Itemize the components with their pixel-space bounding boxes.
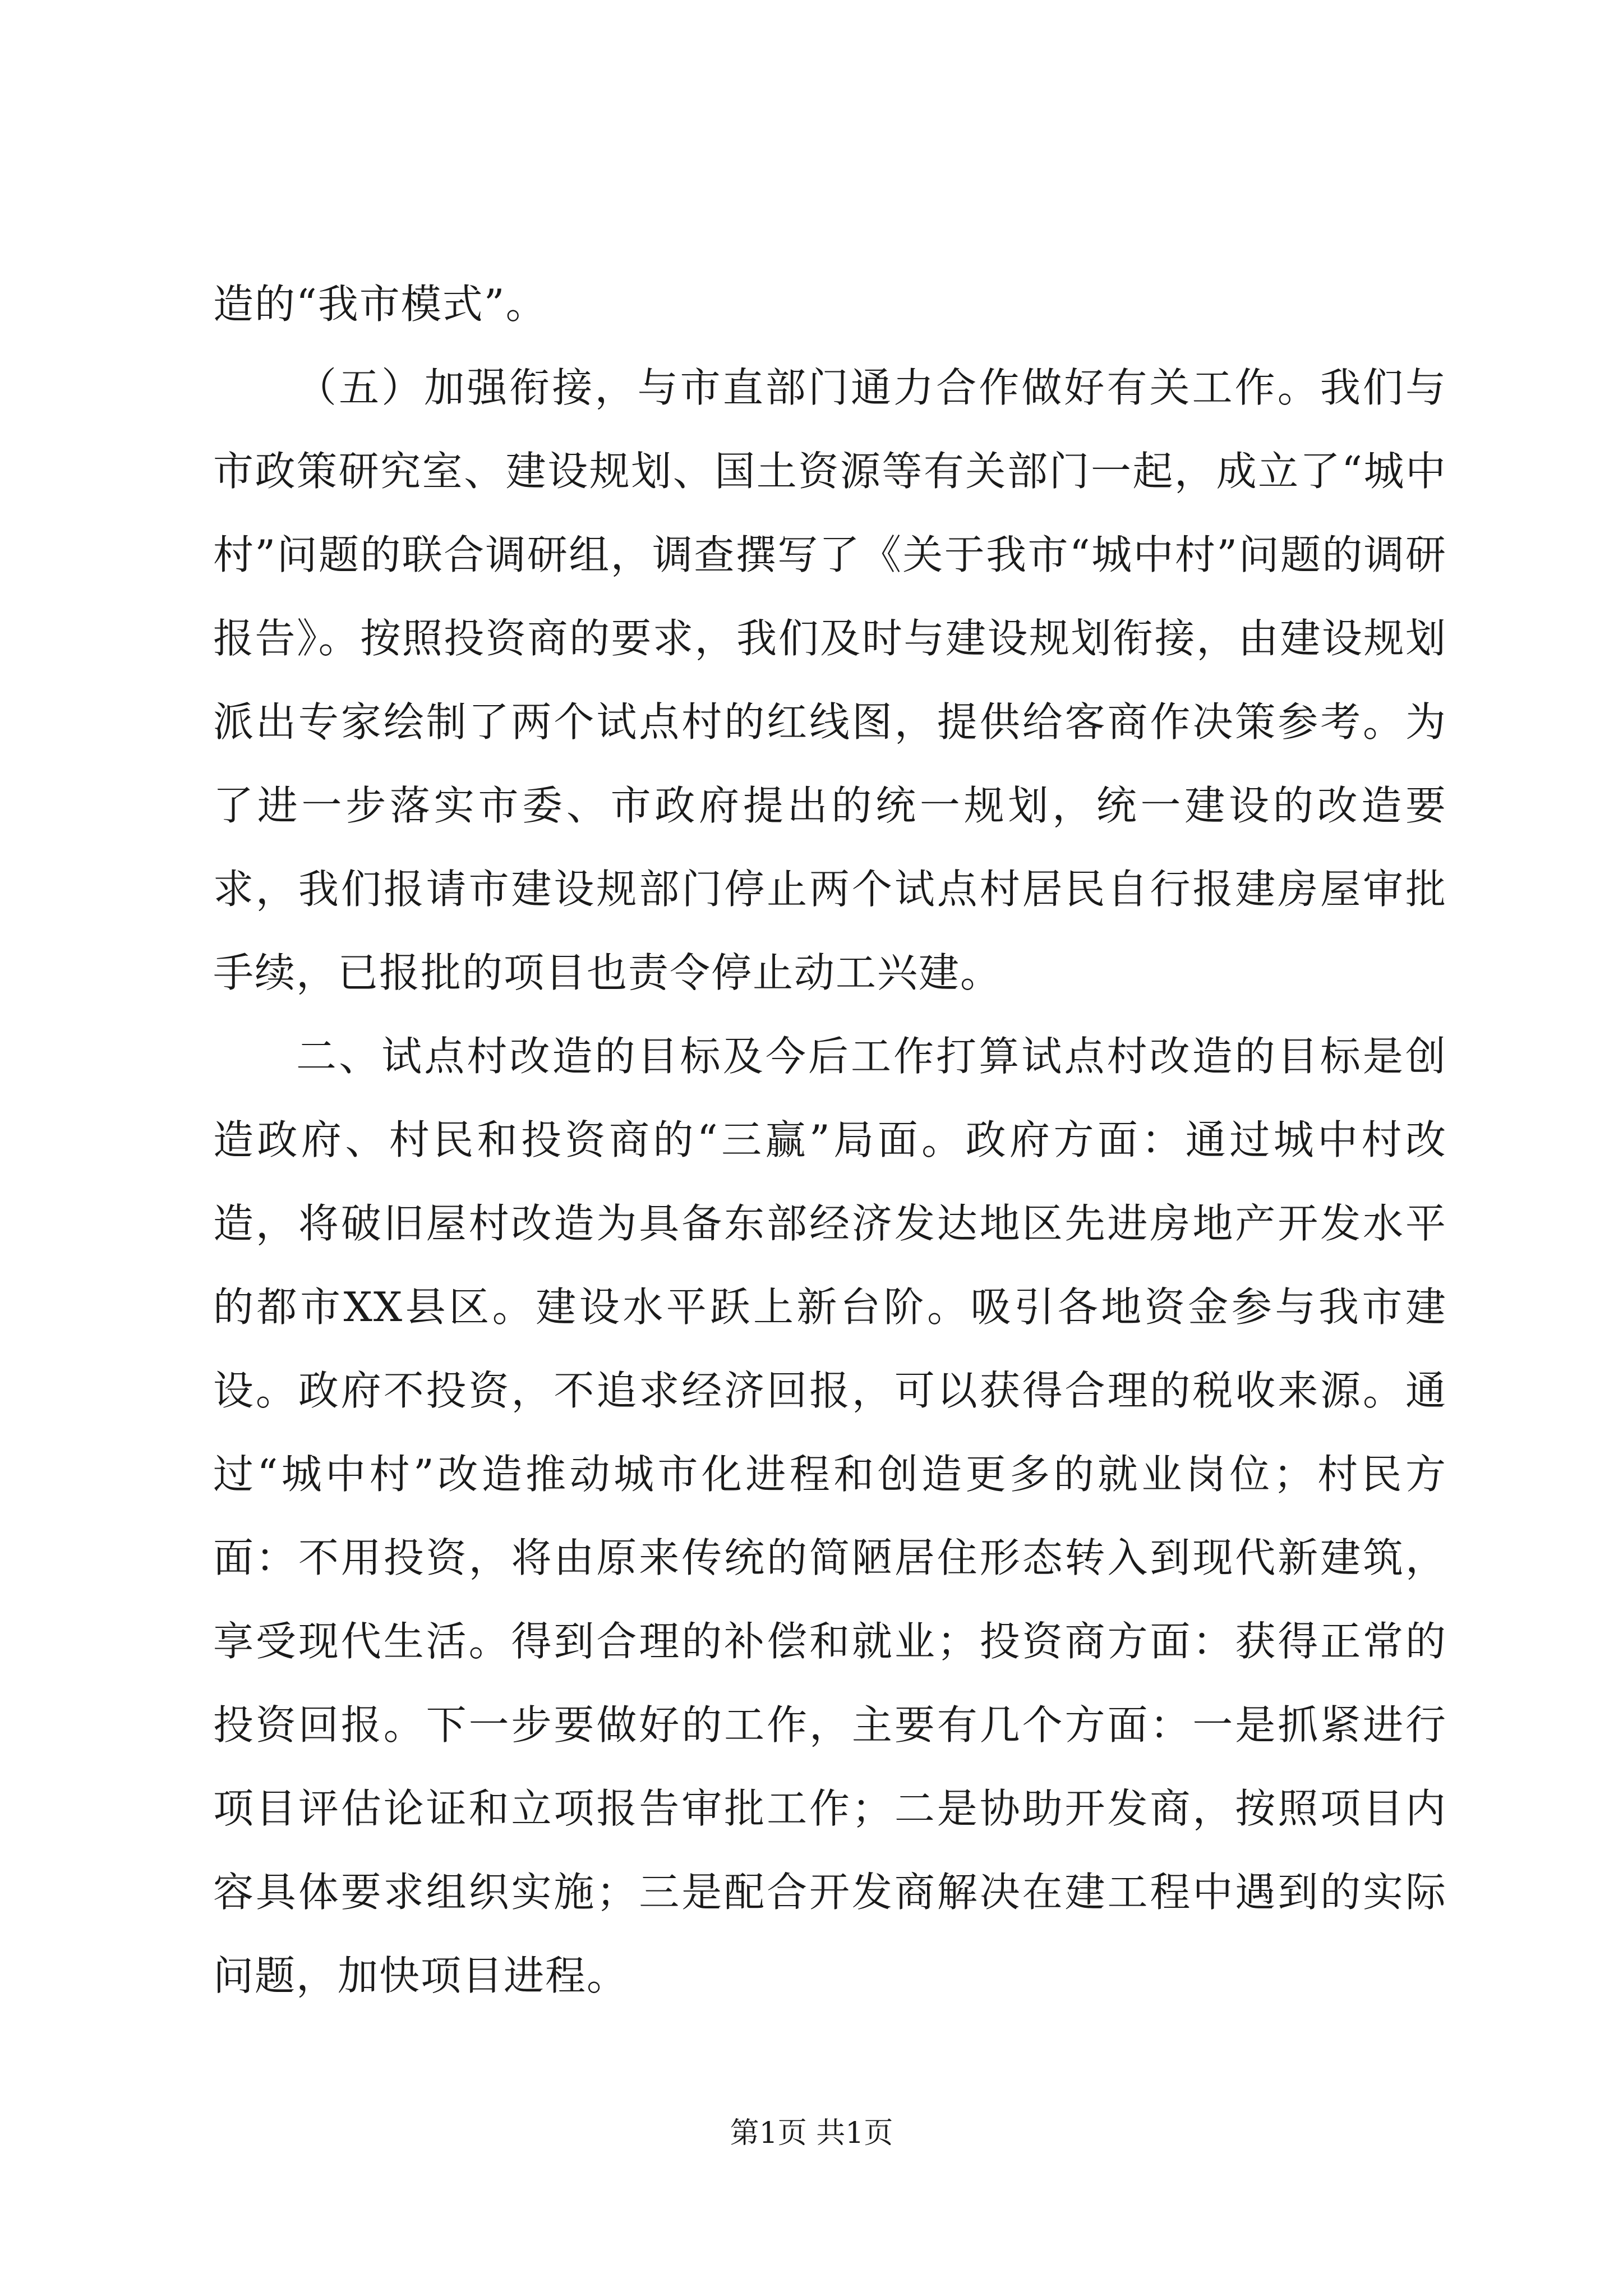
paragraph-section-five: （五）加强衔接，与市直部门通力合作做好有关工作。我们与市政策研究室、建设规划、国土资源等有关部门一起，成立了“城中村”问题的联合调研组，调查撰写了《关于我市“城中村”问题的调研报告》。按照投资商的要求，我们及时与建设规划衔接，由建设规划派出专家绘制了两个试点村的红线图，提供给客商作决策参考。为了进一步落实市委、市政府提出的统一规划，统一建设的改造要求，我们报请市建设规部门停止两个试点村居民自行报建房屋审批手续，已报批的项目也责令停止动工兴建。 <box>213 364 1447 996</box>
page-number-label: 第1页 共1页 <box>730 2116 893 2150</box>
page-footer <box>0 2114 1623 2153</box>
paragraph-continuation: 造的“我市模式”。 <box>213 280 547 328</box>
document-body <box>213 263 1447 2018</box>
paragraph-section-two: 二、试点村改造的目标及今后工作打算试点村改造的目标是创造政府、村民和投资商的“三赢”局面。政府方面：通过城中村改造，将破旧屋村改造为具备东部经济发达地区先进房地产开发水平的都市XX县区。建设水平跃上新台阶。吸引各地资金参与我市建设。政府不投资，不追求经济回报，可以获得合理的税收来源。通过“城中村”改造推动城市化进程和创造更多的就业岗位；村民方面：不用投资，将由原来传统的简陋居住形态转入到现代新建筑，享受现代生活。得到合理的补偿和就业；投资商方面：获得正常的投资回报。下一步要做好的工作，主要有几个方面：一是抓紧进行项目评估论证和立项报告审批工作；二是协助开发商，按照项目内容具体要求组织实施；三是配合开发商解决在建工程中遇到的实际问题，加快项目进程。 <box>213 1033 1447 1999</box>
